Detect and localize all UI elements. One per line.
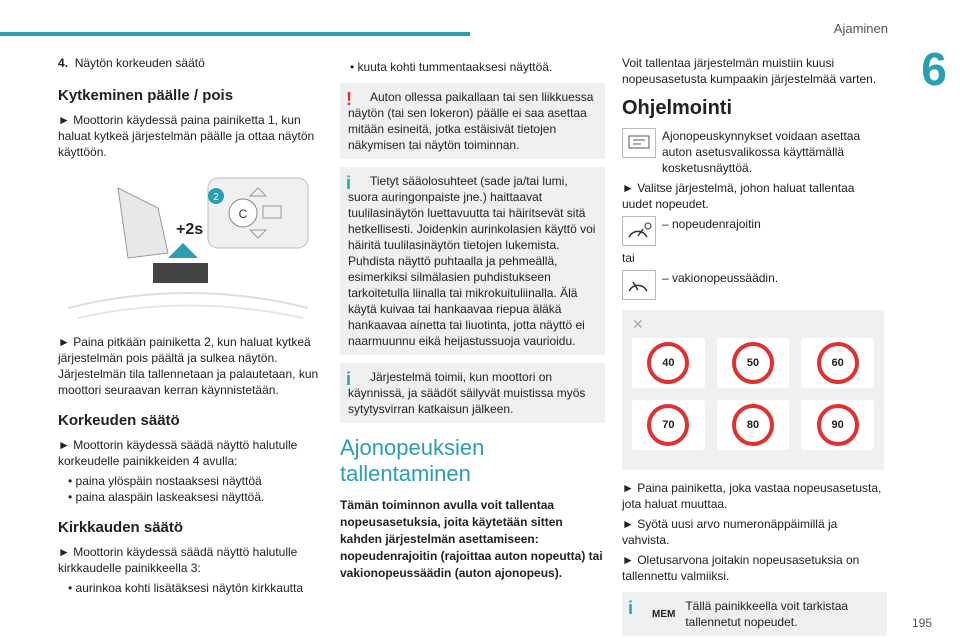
paragraph-enter-value: ► Syötä uusi arvo numeronäppäimillä ja vahvista.: [622, 517, 838, 547]
top-accent-bar: [0, 32, 470, 36]
heading-height: Korkeuden säätö: [58, 412, 180, 429]
info-box-weather: [340, 167, 605, 355]
speed-button[interactable]: [632, 400, 705, 450]
paragraph-default: ► Oletusarvona joitakin nopeusasetuksia on tallennettu valmiiksi.: [622, 553, 860, 583]
speed-settings-panel: [622, 310, 884, 470]
mem-label: MEM: [652, 608, 676, 620]
chapter-tab: [908, 40, 960, 98]
settings-icon: [622, 128, 656, 158]
paragraph-onoff: ► Moottorin käydessä paina painiketta 1, kun haluat kytkeä järjestelmän päälle ja ottaa näytön käyttöön.: [58, 113, 315, 159]
warning-text: Auton ollessa paikallaan tai sen liikkuessa näytön (tai sen lokeron) päälle ei saa asettaa mitään esineitä, jotka estäisivät tietojen näkymisen tai näytön toiminnan.: [348, 90, 594, 152]
close-icon[interactable]: ✕: [632, 316, 644, 332]
info-box-mem: [622, 592, 887, 636]
page-number: 195: [911, 616, 932, 630]
column-1: [58, 55, 326, 600]
hold-label: +2s: [176, 221, 204, 238]
bullet-down: • paina alaspäin laskeaksesi näyttöä.: [68, 489, 326, 505]
warning-icon: !: [346, 89, 352, 109]
section-title: Ajaminen: [833, 21, 888, 36]
heading-brightness: Kirkkauden säätö: [58, 519, 184, 536]
programming-heading: Ohjelmointi: [622, 97, 732, 119]
paragraph-thresholds: Ajonopeuskynnykset voidaan asettaa auton asetusvalikossa käyttämällä kosketusnäyttöä.: [662, 129, 861, 175]
speed-button[interactable]: [801, 338, 874, 388]
paragraph-six-speeds: Voit tallentaa järjestelmän muistiin kuusi nopeusasetusta kumpaakin järjestelmää varten.: [622, 56, 877, 86]
heading-onoff: Kytkeminen päälle / pois: [58, 87, 234, 104]
info-text-weather: Tietyt sääolosuhteet (sade ja/tai lumi, suora auringonpaiste jne.) haittaavat tuulilasinäytön luettavuutta tai häiritsevät sitä hetkellisesti. Joidenkin aurinkolasien käyttö voi häiritä tuulilasinäytön tietojen lukemista. Puhdista näyttö puhtaalla ja pehmeällä, esimerkiksi silmälasien puhdistukseen tarkoitetulla liinalla tai mikrokuituliinalla. Älä käytä kuivaa tai hankaavaa riepua äläkä hankaavaa ainetta tai liuotinta, jotta näyttö ei naarmuunnu eikä heijastussuoja vaurioidu.: [348, 174, 596, 348]
info-icon: i: [628, 598, 634, 618]
paragraph-brightness: ► Moottorin käydessä säädä näyttö halutulle kirkkaudelle painikkeella 3:: [58, 545, 298, 575]
svg-text:C: C: [238, 207, 248, 221]
option-limiter: – nopeudenrajoitin: [662, 217, 761, 231]
cruise-control-icon: [622, 270, 656, 300]
speed-sign: 60: [817, 342, 859, 384]
item-4-text: Näytön korkeuden säätö: [74, 56, 205, 70]
speed-sign: 50: [732, 342, 774, 384]
info-icon: i: [346, 369, 352, 389]
info-text-memory: Järjestelmä toimii, kun moottori on käynnissä, ja säädöt säilyvät muistissa myös sytytysvirran katkaisun jälkeen.: [348, 370, 586, 416]
item-4: 4. Näytön korkeuden säätö: [58, 56, 205, 70]
warning-box: [340, 83, 605, 159]
option-cruise: – vakionopeussäädin.: [662, 271, 779, 285]
speed-memory-heading: Ajonopeuksien tallentaminen: [340, 435, 485, 486]
column-3: [622, 55, 887, 644]
bullet-moon: • kuuta kohti tummentaaksesi näyttöä.: [350, 59, 605, 75]
speed-button[interactable]: [717, 400, 790, 450]
info-box-memory: [340, 363, 605, 423]
speed-sign: 80: [732, 404, 774, 446]
speed-limiter-icon: [622, 216, 656, 246]
or-text: tai: [622, 251, 635, 265]
speed-memory-intro: Tämän toiminnon avulla voit tallentaa nopeusasetuksia, joita käytetään sitten kahden järjestelmän asettamiseen: nopeudenrajoitin (rajoittaa auton nopeutta) tai vakionopeussäädin (auton ajonopeus).: [340, 498, 603, 580]
chapter-number: 6: [921, 43, 947, 95]
speed-sign: 70: [647, 404, 689, 446]
mem-text: Tällä painikkeella voit tarkistaa tallennetut nopeudet.: [685, 599, 849, 629]
info-icon: i: [346, 173, 352, 193]
paragraph-off: ► Paina pitkään painiketta 2, kun haluat kytkeä järjestelmän pois päältä ja sulkea näytön. Järjestelmän tila tallennetaan ja palautetaan, kun moottori seuraavan kerran käynnistetään.: [58, 335, 319, 397]
speed-button[interactable]: [717, 338, 790, 388]
paragraph-select-system: ► Valitse järjestelmä, johon haluat tallentaa uudet nopeudet.: [622, 181, 855, 211]
speed-button[interactable]: [632, 338, 705, 388]
speed-button[interactable]: [801, 400, 874, 450]
bullet-sun: • aurinkoa kohti lisätäksesi näytön kirkkautta: [68, 580, 326, 596]
paragraph-height: ► Moottorin käydessä säädä näyttö halutulle korkeudelle painikkeiden 4 avulla:: [58, 438, 298, 468]
speed-sign: 90: [817, 404, 859, 446]
callout-2: 2: [213, 192, 219, 203]
bullet-up: • paina ylöspäin nostaaksesi näyttöä: [68, 473, 326, 489]
paragraph-press-button: ► Paina painiketta, joka vastaa nopeusasetusta, jota haluat muuttaa.: [622, 481, 882, 511]
speed-sign: 40: [647, 342, 689, 384]
column-2: [340, 55, 605, 582]
hud-button-illustration: [58, 168, 318, 326]
